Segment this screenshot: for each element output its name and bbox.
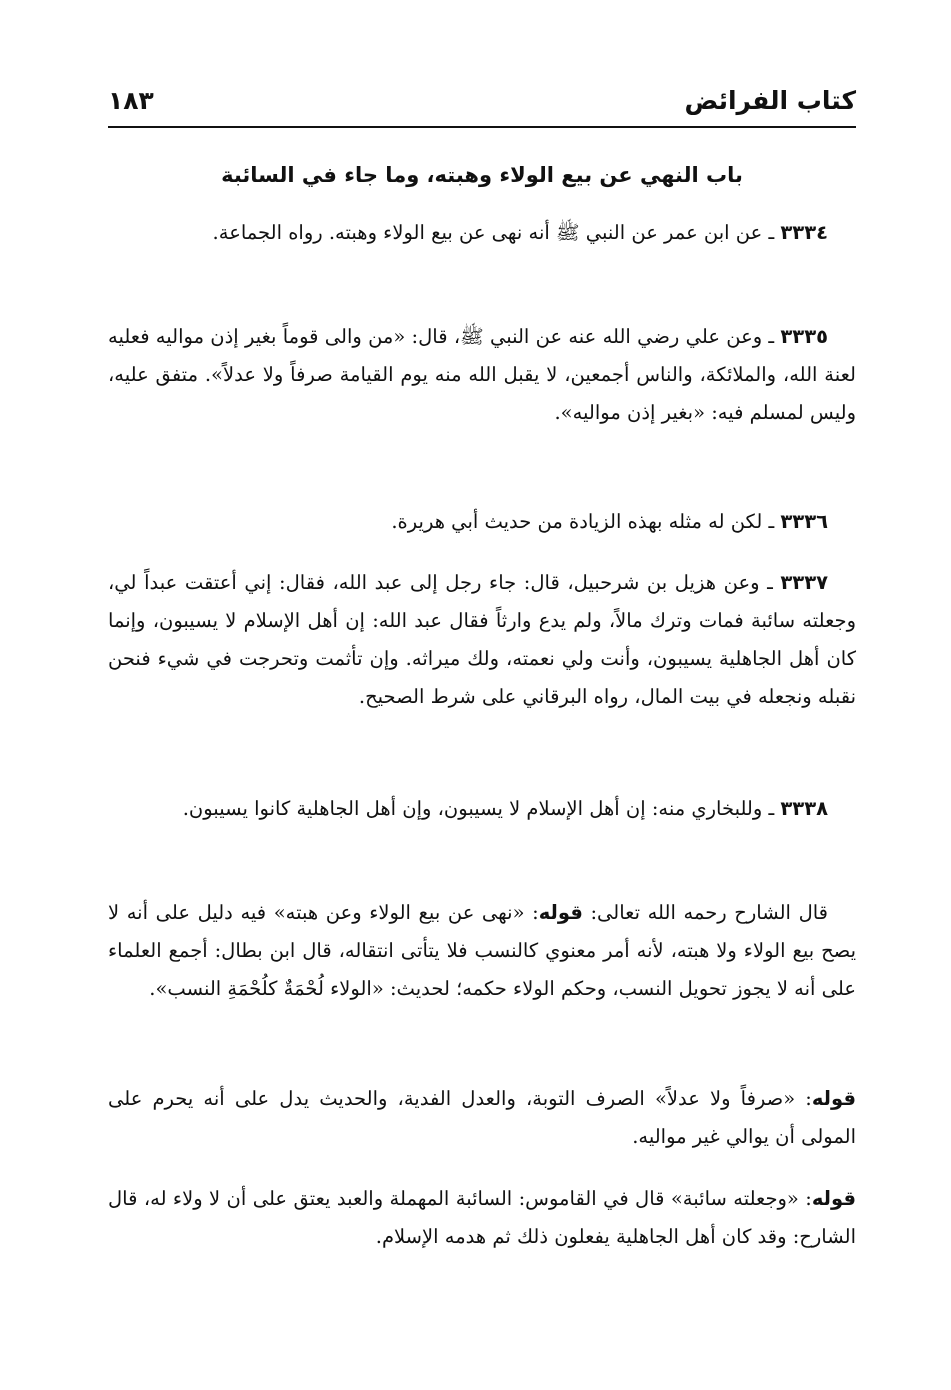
hadith-number: ٣٣٣٤ [780, 221, 828, 244]
commentary-keyword: قوله [811, 1187, 856, 1210]
hadith-text: ـ وللبخاري منه: إن أهل الإسلام لا يسيبون، وإن أهل الجاهلية كانوا يسيبون. [182, 797, 781, 820]
commentary-keyword: قوله [811, 1087, 856, 1110]
commentary-text: : «صرفاً ولا عدلاً» الصرف التوبة، والعدل الفدية، والحديث يدل على أنه يحرم على المولى أن يوالي غير مواليه. [108, 1087, 856, 1148]
book-page [108, 0, 856, 1390]
commentary-text: : «نهى عن بيع الولاء وعن هبته» فيه دليل على أنه لا يصح بيع الولاء ولا هبته، لأنه أمر معنوي كالنسب فلا يتأتى انتقاله، قال ابن بطال: أجمع العلماء على أنه لا يجوز تحويل النسب، وحكم الولاء حكمه؛ لحديث: «الولاء لُحْمَةٌ كلُحْمَةِ النسب». [108, 901, 856, 1000]
hadith-text: ـ عن ابن عمر عن النبي ﷺ أنه نهى عن بيع الولاء وهبته. رواه الجماعة. [212, 221, 781, 244]
hadith-number: ٣٣٣٨ [780, 797, 828, 820]
running-title: كتاب الفرائض [684, 86, 856, 115]
page-number: ١٨٣ [108, 86, 154, 115]
hadith-3334 [108, 214, 856, 252]
hadith-text: ـ وعن علي رضي الله عنه عن النبي ﷺ، قال: «من والى قوماً بغير إذن مواليه فعليه لعنة الله، والملائكة، والناس أجمعين، لا يقبل الله منه يوم القيامة صرفاً ولا عدلاً». متفق عليه، وليس لمسلم فيه: «بغير إذن مواليه». [108, 325, 856, 424]
hadith-text: ـ لكن له مثله بهذه الزيادة من حديث أبي هريرة. [391, 510, 781, 533]
commentary-keyword: قوله [538, 901, 583, 924]
hadith-3336 [108, 503, 856, 541]
commentary-1 [108, 894, 856, 1008]
commentary-3 [108, 1180, 856, 1256]
hadith-number: ٣٣٣٧ [780, 571, 828, 594]
page-header [108, 82, 856, 128]
hadith-text: ـ وعن هزيل بن شرحبيل، قال: جاء رجل إلى عبد الله، فقال: إني أعتقت عبداً لي، وجعلته سائبة فمات وترك مالاً، ولم يدع وارثاً فقال عبد الله: إن أهل الإسلام لا يسيبون، وإنما كان أهل الجاهلية يسيبون، وأنت ولي نعمته، ولك ميراثه. وإن تأثمت وتحرجت في شيء فنحن نقبله ونجعله في بيت المال، رواه البرقاني على شرط الصحيح. [108, 571, 856, 708]
commentary-text: : «وجعلته سائبة» قال في القاموس: السائبة المهملة والعبد يعتق على أن لا ولاء له، قال الشارح: وقد كان أهل الجاهلية يفعلون ذلك ثم هدمه الإسلام. [108, 1187, 856, 1248]
hadith-number: ٣٣٣٥ [780, 325, 828, 348]
commentary-2 [108, 1080, 856, 1156]
hadith-number: ٣٣٣٦ [780, 510, 828, 533]
hadith-3335 [108, 318, 856, 432]
hadith-3337 [108, 564, 856, 716]
hadith-3338 [108, 790, 856, 828]
commentary-prefix: قال الشارح رحمه الله تعالى: [582, 901, 828, 924]
chapter-title: باب النهي عن بيع الولاء وهبته، وما جاء في السائبة [221, 163, 743, 187]
